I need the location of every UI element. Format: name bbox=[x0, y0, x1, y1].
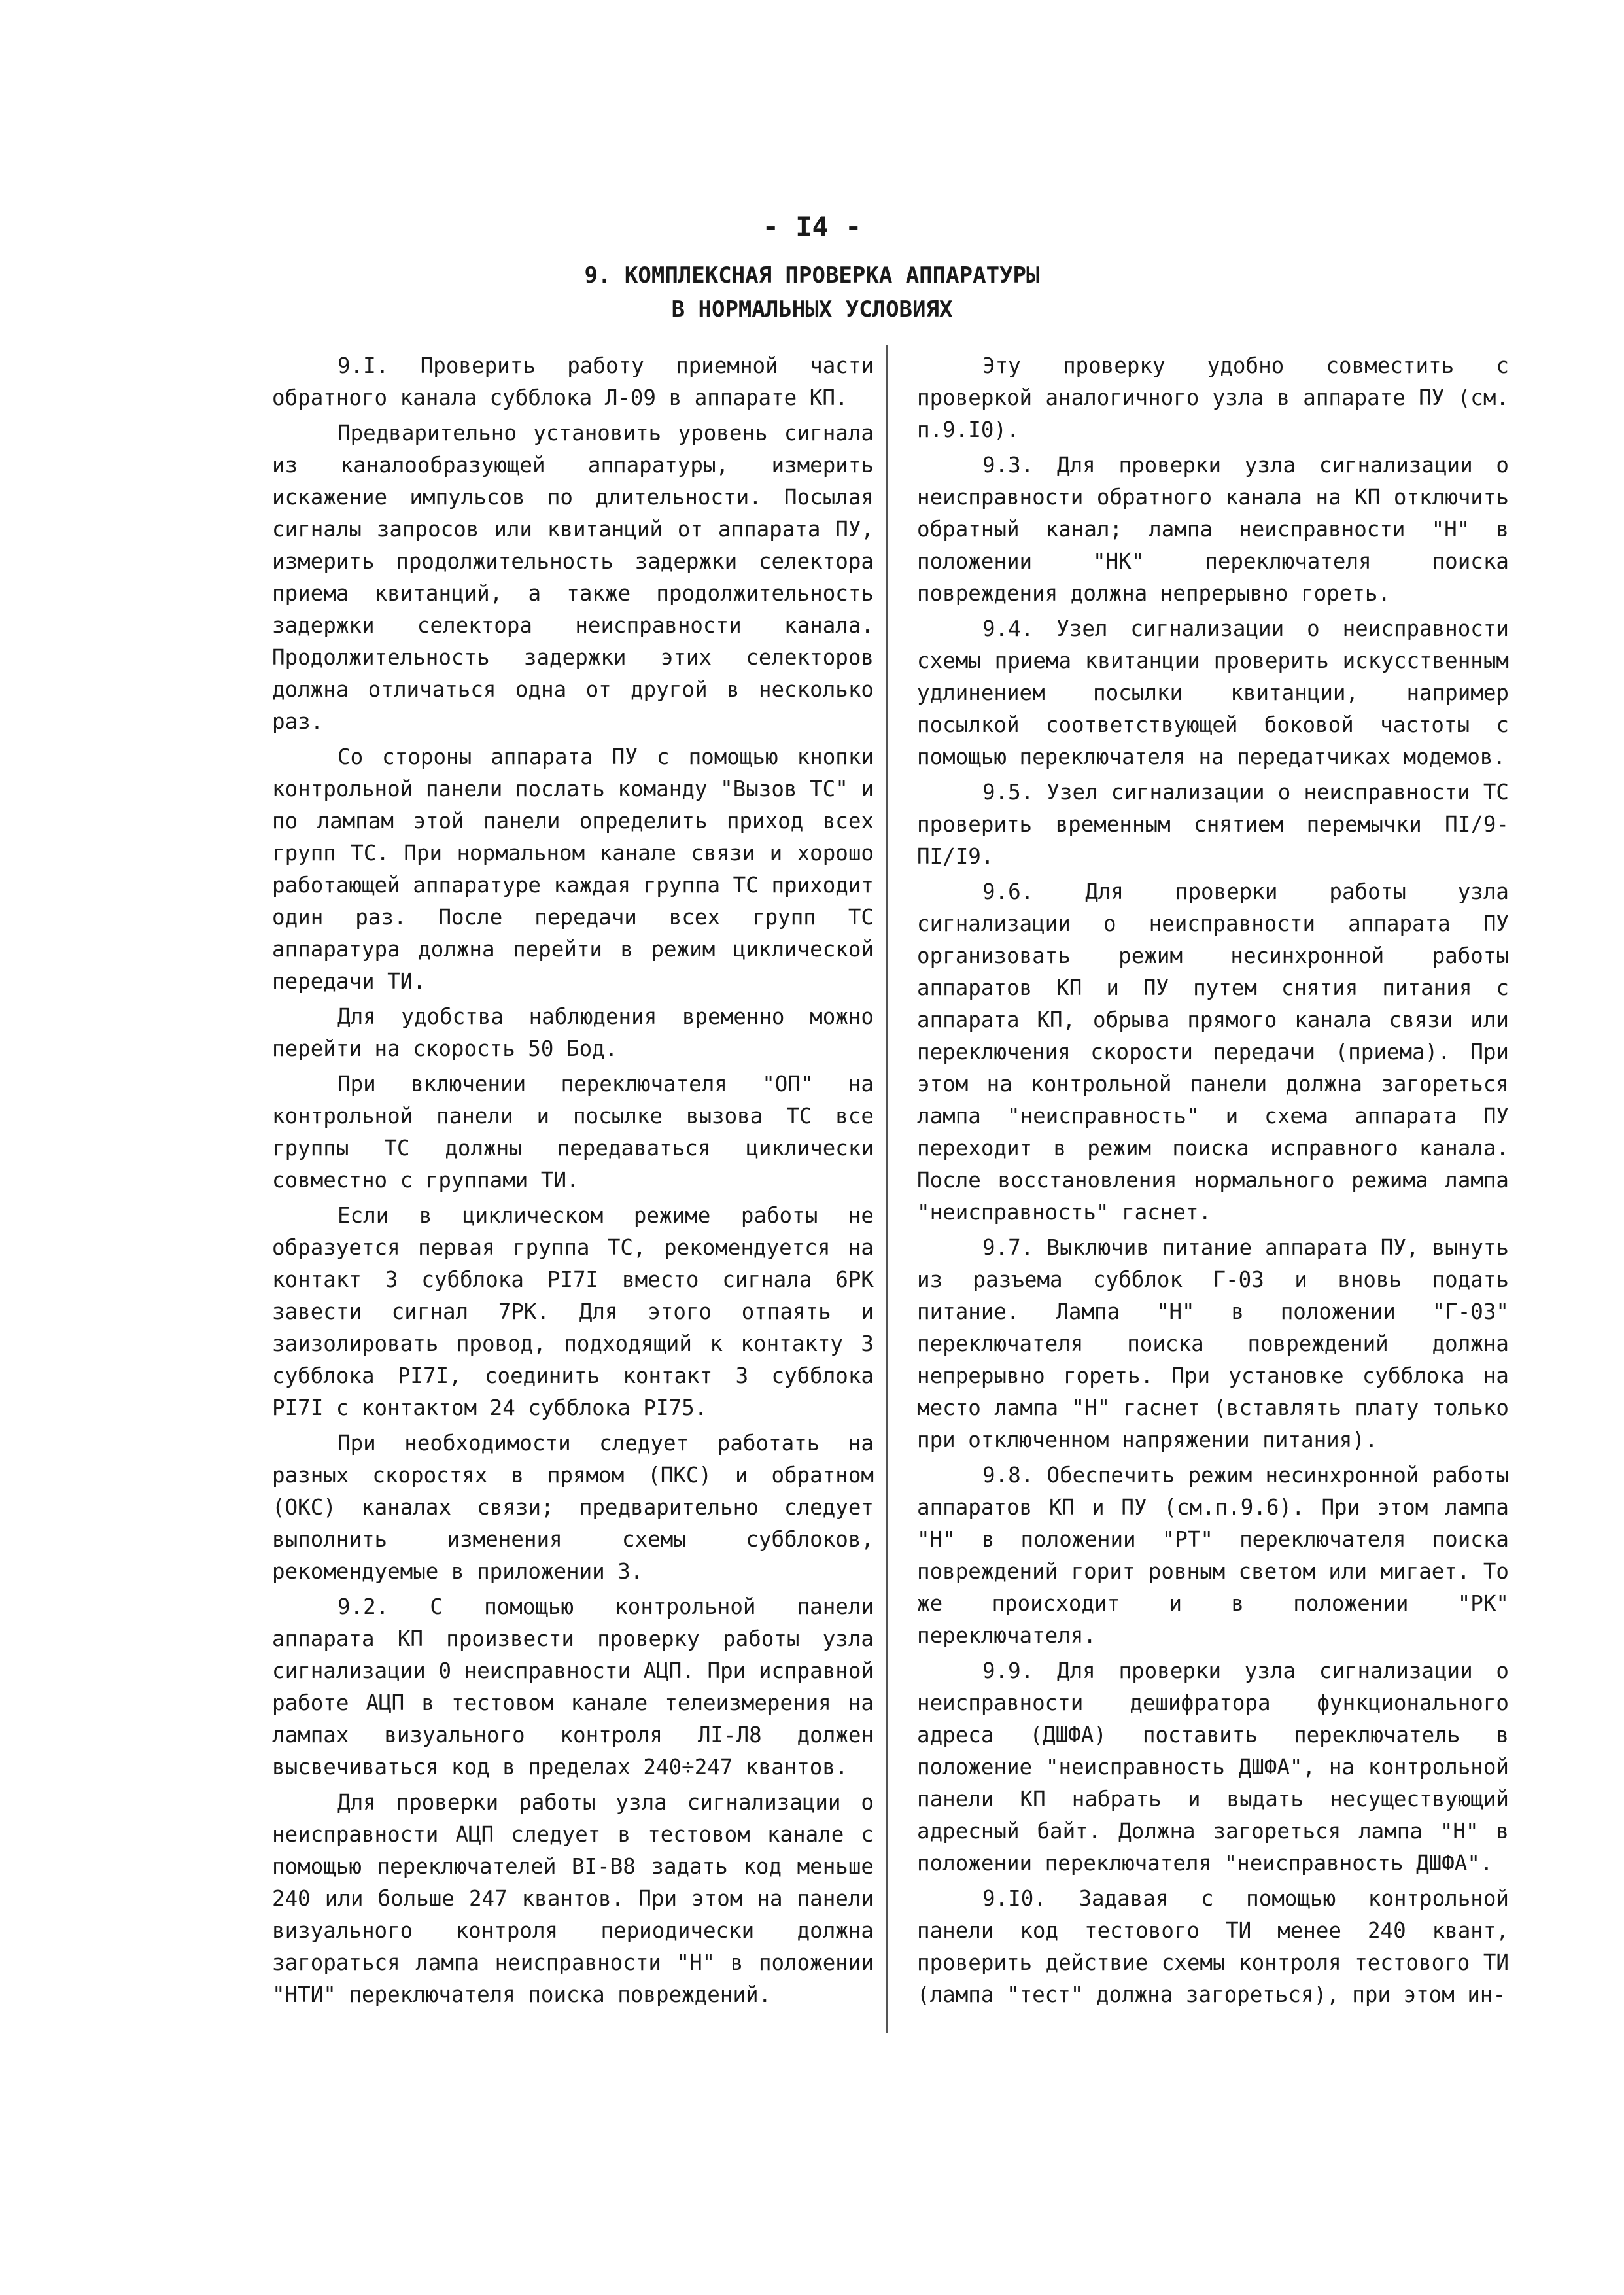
paragraph-9-5: 9.5. Узел сигнализации о неисправности ТС проверить временным снятием перемычки ПI/9-ПI/I9. bbox=[917, 780, 1509, 869]
section-title-line-1: 9. КОМПЛЕКСНАЯ ПРОВЕРКА АППАРАТУРЫ bbox=[584, 262, 1040, 289]
paragraph-9-7: 9.7. Выключив питание аппарата ПУ, вынуть из разъема субблок Г-03 и вновь подать питание. Лампа "Н" в положении "Г-03" переключателя поиска повреждений должна непрерывно гореть. При установке субблока на место лампа "Н" гаснет (вставлять плату только при отключенном напряжении питания). bbox=[917, 1235, 1509, 1452]
right-column bbox=[917, 350, 1509, 2014]
left-column bbox=[272, 350, 874, 2014]
paragraph-speed-50: Для удобства наблюдения временно можно перейти на скорость 50 Бод. bbox=[272, 1004, 874, 1061]
paragraph-9-9: 9.9. Для проверки узла сигнализации о неисправности дешифратора функционального адреса (ДШФА) поставить переключатель в положение "неисправность ДШФА", на контрольной панели КП набрать и выдать несуществующий адресный байт. Должна загореться лампа "Н" в положении переключателя "неисправность ДШФА". bbox=[917, 1658, 1509, 1876]
page-number: - I4 - bbox=[762, 211, 862, 243]
paragraph-9-4: 9.4. Узел сигнализации о неисправности схемы приема квитанции проверить искусственным удлинением посылки квитанции, например посылкой соответствующей боковой частоты с помощью переключателя на передатчиках модемов. bbox=[917, 616, 1509, 769]
section-title bbox=[0, 258, 1624, 326]
paragraph-cyclic-mode: Если в циклическом режиме работы не образуется первая группа ТС, рекомендуется на контакт 3 субблока РI7I вместо сигнала 6РК завести сигнал 7РК. Для этого отпаять и заизолировать провод, подходящий к контакту 3 субблока РI7I, соединить контакт 3 субблока РI7I с контактом 24 субблока РI75. bbox=[272, 1203, 874, 1420]
paragraph-9-10: 9.I0. Задавая с помощью контрольной панели код тестового ТИ менее 240 квант, проверить действие схемы контроля тестового ТИ (лампа "тест" должна загореться), при этом ин- bbox=[917, 1886, 1509, 2007]
column-divider bbox=[886, 345, 888, 2033]
paragraph-speeds: При необходимости следует работать на разных скоростях в прямом (ПКС) и обратном (ОКС) каналах связи; предварительно следует выполнить изменения схемы субблоков, рекомендуемые в приложении 3. bbox=[272, 1431, 874, 1584]
paragraph-9-3: 9.3. Для проверки узла сигнализации о неисправности обратного канала на КП отключить обратный канал; лампа неисправности "Н" в положении "НК" переключателя поиска повреждения должна непрерывно гореть. bbox=[917, 453, 1509, 606]
paragraph-adc-check: Для проверки работы узла сигнализации о неисправности АЦП следует в тестовом канале с помощью переключателей ВI-В8 задать код меньше 240 или больше 247 квантов. При этом на панели визуального контроля периодически должна загораться лампа неисправности "Н" в положении "НТИ" переключателя поиска повреждений. bbox=[272, 1790, 874, 2007]
paragraph-op-switch: При включении переключателя "ОП" на контрольной панели и посылке вызова ТС все группы ТС должны передаваться циклически совместно с группами ТИ. bbox=[272, 1072, 874, 1193]
section-title-line-2: В НОРМАЛЬНЫХ УСЛОВИЯХ bbox=[671, 296, 953, 323]
paragraph-9-1: 9.I. Проверить работу приемной части обратного канала субблока Л-09 в аппарате КП. bbox=[272, 353, 874, 410]
paragraph-9-6: 9.6. Для проверки работы узла сигнализации о неисправности аппарата ПУ организовать режим несинхронной работы аппаратов КП и ПУ путем снятия питания с аппарата КП, обрыва прямого канала связи или переключения скорости передачи (приема). При этом на контрольной панели должна загореться лампа "неисправность" и схема аппарата ПУ переходит в режим поиска исправного канала. После восстановления нормального режима лампа "неисправность" гаснет. bbox=[917, 879, 1509, 1225]
paragraph-9-2: 9.2. С помощью контрольной панели аппарата КП произвести проверку работы узла сигнализации 0 неисправности АЦП. При исправной работе АЦП в тестовом канале телеизмерения на лампах визуального контроля ЛI-Л8 должен высвечиваться код в пределах 240÷247 квантов. bbox=[272, 1594, 874, 1779]
paragraph-combine-check: Эту проверку удобно совместить с проверкой аналогичного узла в аппарате ПУ (см. п.9.I0). bbox=[917, 353, 1509, 442]
paragraph-signal-level: Предварительно установить уровень сигнала из каналообразующей аппаратуры, измерить искажение импульсов по длительности. Посылая сигналы запросов или квитанций от аппарата ПУ, измерить продолжительность задержки селектора приема квитанций, а также продолжительность задержки селектора неисправности канала. Продолжительность задержки этих селекторов должна отличаться одна от другой в несколько раз. bbox=[272, 421, 874, 734]
paragraph-call-ts: Со стороны аппарата ПУ с помощью кнопки контрольной панели послать команду "Вызов ТС" и по лампам этой панели определить приход всех групп ТС. При нормальном канале связи и хорошо работающей аппаратуре каждая группа ТС приходит один раз. После передачи всех групп ТС аппаратура должна перейти в режим циклической передачи ТИ. bbox=[272, 745, 874, 994]
paragraph-9-8: 9.8. Обеспечить режим несинхронной работы аппаратов КП и ПУ (см.п.9.6). При этом лампа "Н" в положении "РТ" переключателя поиска повреждений горит ровным светом или мигает. То же происходит и в положении "РК" переключателя. bbox=[917, 1463, 1509, 1648]
